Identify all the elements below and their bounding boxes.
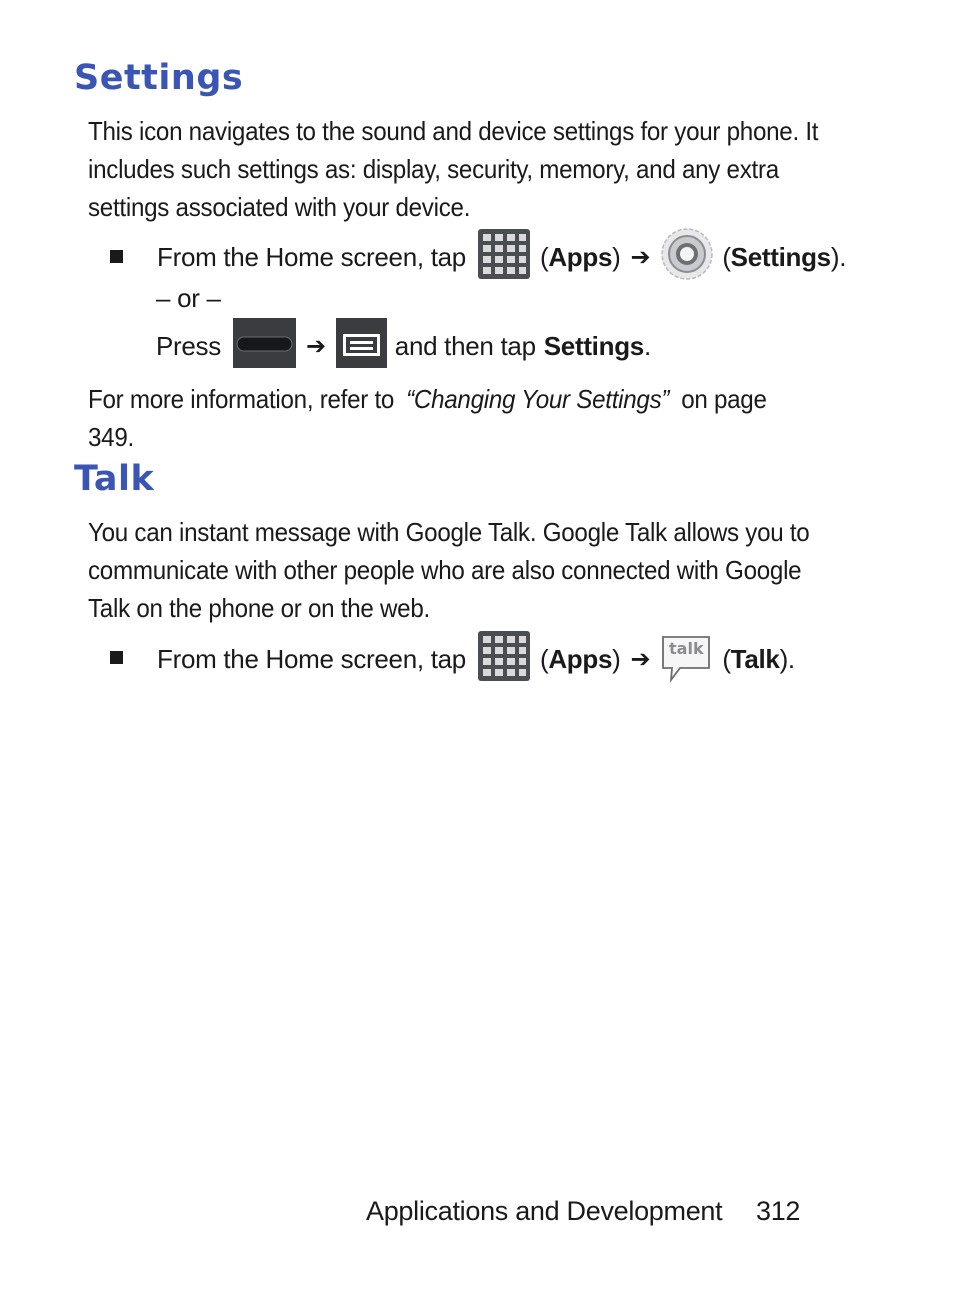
press-text: Press <box>156 330 221 361</box>
settings-description: This icon navigates to the sound and device settings for your phone. It includes such settings as: display, security, memory, and any extra settings associated with your device. <box>88 116 819 222</box>
bullet-marker <box>110 651 123 664</box>
talk-step-1: From the Home screen, tap ( Apps ) ➔ talk ( Talk ). <box>157 633 795 685</box>
settings-label: Settings <box>543 330 644 361</box>
settings-step-1: From the Home screen, tap ( Apps ) ➔ ( Settings ). <box>157 232 846 282</box>
apps-label: Apps <box>548 241 613 272</box>
right-arrow-icon: ➔ <box>305 332 326 360</box>
settings-gear-icon <box>660 227 714 288</box>
more-info <box>88 380 795 456</box>
right-arrow-icon: ➔ <box>630 243 651 271</box>
bullet-marker <box>110 250 123 263</box>
settings-heading: Settings <box>74 58 244 98</box>
step-text: From the Home screen, tap <box>157 643 466 674</box>
apps-grid-icon <box>478 631 530 688</box>
then-text: and then tap <box>394 330 536 361</box>
right-arrow-icon: ➔ <box>630 645 651 673</box>
home-key-icon <box>233 318 296 375</box>
apps-grid-icon <box>478 229 530 286</box>
settings-step-2: Press ➔ and then tap Settings . <box>156 320 651 372</box>
footer-section: Applications and Development <box>366 1196 723 1226</box>
more-info-suffix: on page 349. <box>88 384 767 452</box>
more-info-prefix: For more information, refer to <box>88 384 395 414</box>
menu-key-icon <box>336 318 387 375</box>
reference-link: “Changing Your Settings” <box>406 384 670 414</box>
talk-heading: Talk <box>74 459 155 499</box>
talk-label: Talk <box>730 643 780 674</box>
step-text: From the Home screen, tap <box>157 241 466 272</box>
page-number: 312 <box>756 1196 801 1226</box>
apps-label: Apps <box>548 643 613 674</box>
talk-description: You can instant message with Google Talk. Google Talk allows you to communicate with other people who are also connected with Google Talk on the phone or on the web. <box>88 517 810 623</box>
talk-icon-text: talk <box>669 639 704 658</box>
settings-label: Settings <box>730 241 831 272</box>
or-separator: – or – <box>156 282 221 313</box>
talk-bubble-icon <box>660 634 712 684</box>
